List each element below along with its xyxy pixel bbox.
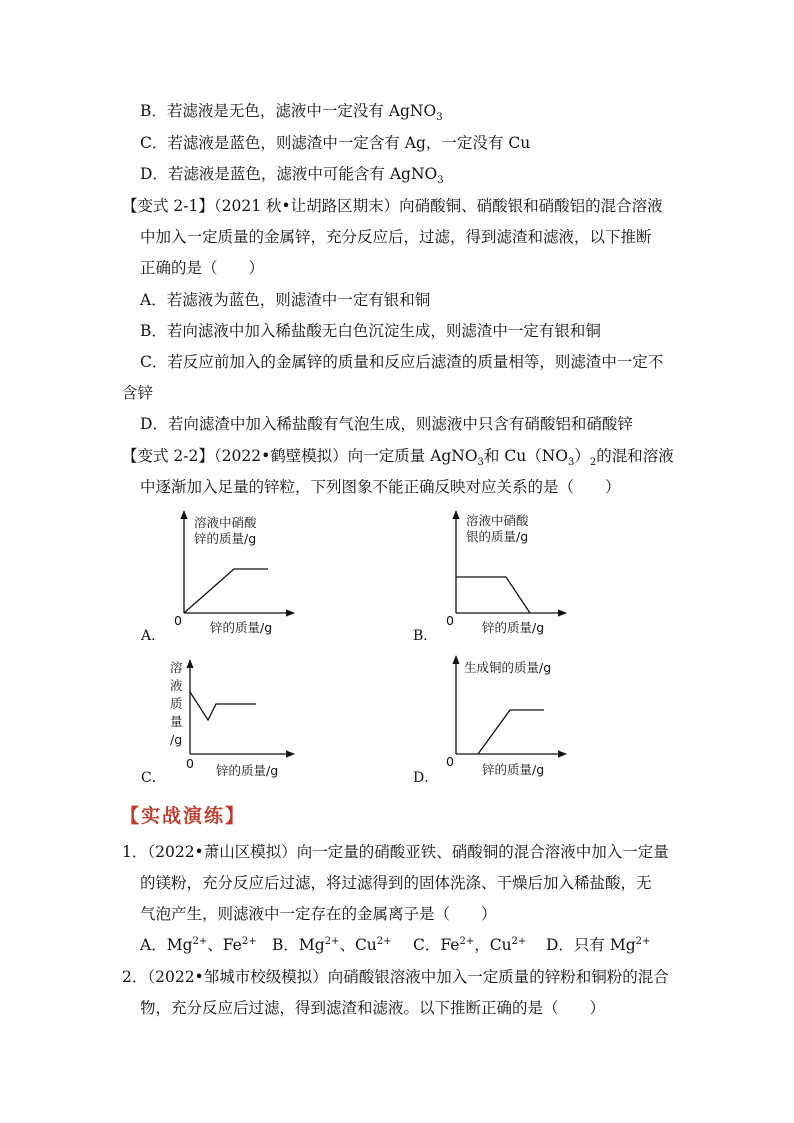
graph-a-ylabel-2: 锌的质量/g <box>194 531 257 546</box>
graph-a-origin: 0 <box>174 613 182 628</box>
q2-stem-1: 2．（2022•邹城市校级模拟）向硝酸银溶液中加入一定质量的锌粉和铜粉的混合 <box>122 968 669 986</box>
variant-2-1-option-c-2: 含锌 <box>122 384 154 402</box>
q1-option-d: D．只有 $Mg^{2+}$ <box>546 935 651 954</box>
graph-c <box>160 650 300 780</box>
graph-c-curve <box>190 692 256 720</box>
graph-a-xlabel: 锌的质量/g <box>210 620 273 635</box>
graph-d-origin: 0 <box>446 754 454 769</box>
graph-c-ylabel-4: /g <box>170 732 183 747</box>
variant-2-2-stem-1: 【变式 2-2】（2022•鹤壁模拟）向一定质量 AgNO$_3$和 $Cu(NO_3)_2$的混和溶液 <box>122 447 674 469</box>
graph-d-label: D． <box>413 770 439 786</box>
variant-2-2-stem-2: 中逐渐加入足量的锌粒，下列图象不能正确反映对应关系的是（ ） <box>140 478 621 496</box>
graph-c-label: C． <box>141 770 166 786</box>
graph-b-ylabel-2: 银的质量/g <box>466 529 529 544</box>
variant-2-1-stem-3: 正确的是（ ） <box>140 259 265 277</box>
variant-2-1-option-b: B．若向滤液中加入稀盐酸无白色沉淀生成，则滤渣中一定有银和铜 <box>140 322 601 340</box>
graph-a <box>160 505 300 635</box>
graph-a-curve <box>184 569 268 613</box>
variant-2-1-option-a: A．若滤液为蓝色，则滤渣中一定有银和铜 <box>140 291 431 309</box>
prev-option-c: C．若滤液是蓝色，则滤渣中一定含有 Ag，一定没有 Cu <box>140 134 531 152</box>
graph-d-ylabel-1: 生成铜的质量/g <box>464 660 552 675</box>
q1-option-c: C．$Fe^{2+}$，$Cu^{2+}$ <box>413 935 527 954</box>
variant-2-1-stem-1: 【变式 2-1】（2021 秋•让胡路区期末）向硝酸铜、硝酸银和硝酸铝的混合溶液 <box>122 197 663 215</box>
graph-a-label: A． <box>141 628 166 644</box>
graph-b-curve <box>456 577 530 613</box>
variant-2-1-stem-2: 中加入一定质量的金属锌，充分反应后，过滤，得到滤渣和滤液，以下推断 <box>140 228 652 246</box>
graph-b-ylabel-1: 溶液中硝酸 <box>466 513 529 528</box>
variant-2-1-option-c-1: C．若反应前加入的金属锌的质量和反应后滤渣的质量相等，则滤渣中一定不 <box>140 353 664 371</box>
graph-b <box>432 505 572 635</box>
q1-stem-3: 气泡产生，则滤液中一定存在的金属离子是（ ） <box>140 905 497 923</box>
graph-c-xlabel: 锌的质量/g <box>216 763 279 778</box>
graph-b-label: B． <box>413 628 438 644</box>
graph-c-ylabel-0: 溶 <box>170 660 183 675</box>
variant-2-1-option-d: D．若向滤渣中加入稀盐酸有气泡生成，则滤液中只含有硝酸铝和硝酸锌 <box>140 415 633 433</box>
q1-option-b: B．$Mg^{2+}$、$Cu^{2+}$ <box>272 935 392 954</box>
q1-stem-1: 1．（2022•萧山区模拟）向一定量的硝酸亚铁、硝酸铜的混合溶液中加入一定量 <box>122 843 669 861</box>
q1-stem-2: 的镁粉，充分反应后过滤，将过滤得到的固体洗涤、干燥后加入稀盐酸，无 <box>140 874 652 892</box>
graph-a-ylabel-1: 溶液中硝酸 <box>194 515 257 530</box>
graph-c-ylabel-3: 量 <box>170 714 183 729</box>
graph-c-ylabel-1: 液 <box>170 678 183 693</box>
q1-option-a: A．$Mg^{2+}$、$Fe^{2+}$ <box>140 935 257 954</box>
graph-b-xlabel: 锌的质量/g <box>482 620 545 635</box>
graph-b-origin: 0 <box>446 613 454 628</box>
graph-d-xlabel: 锌的质量/g <box>482 762 545 777</box>
prev-option-d: D．若滤液是蓝色，滤液中可能含有 AgNO$_3$ <box>140 165 444 187</box>
section-title: 【实战演练】 <box>120 805 247 827</box>
graph-c-ylabel-2: 质 <box>170 696 183 711</box>
prev-option-b: B．若滤液是无色，滤液中一定没有 AgNO$_3$ <box>140 102 443 124</box>
graph-c-origin: 0 <box>186 756 194 771</box>
q2-stem-2: 物，充分反应后过滤，得到滤渣和滤液。以下推断正确的是（ ） <box>140 999 606 1017</box>
graph-d-curve <box>478 710 544 754</box>
graph-d <box>432 650 572 780</box>
